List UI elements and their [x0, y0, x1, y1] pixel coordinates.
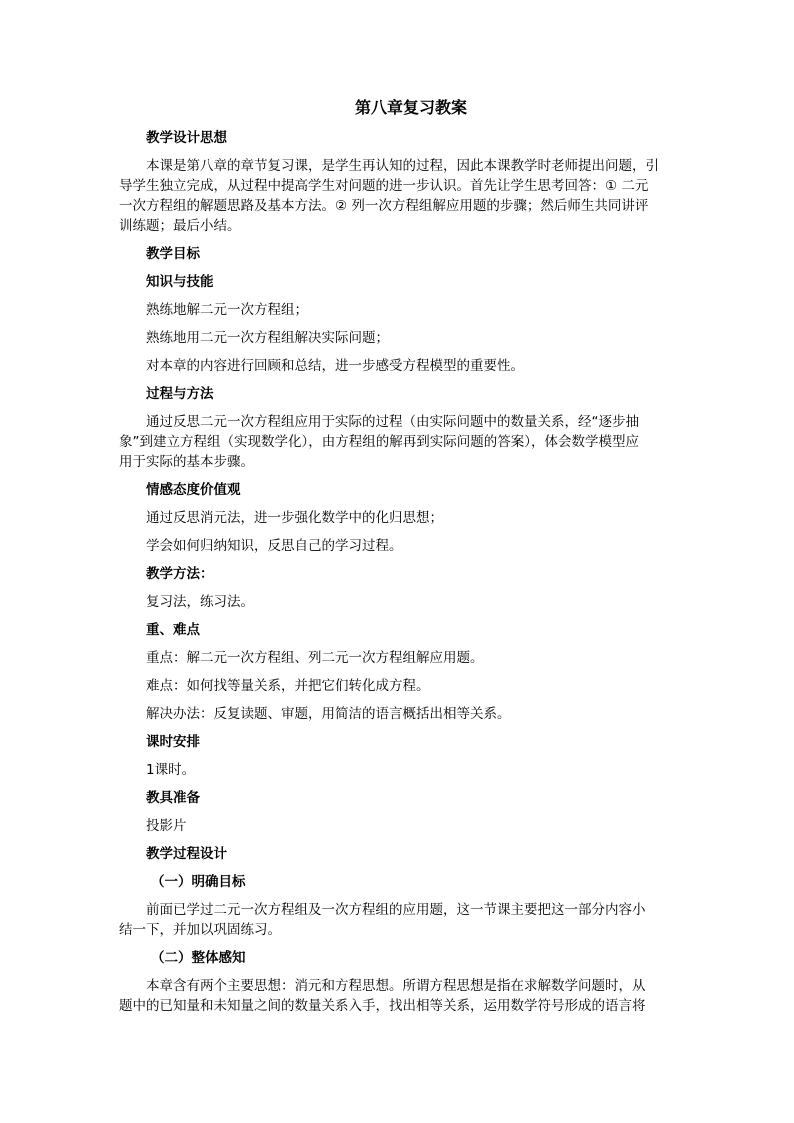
paragraph-line: 用于实际的基本步骤。: [119, 454, 254, 470]
paragraph-line: 一次方程组的解题思路及基本方法。② 列一次方程组解应用题的步骤；然后师生共同讲评: [119, 198, 649, 214]
heading-attitude: 情感态度价值观: [146, 482, 241, 498]
paragraph-line: 题中的已知量和未知量之间的数量关系入手，找出相等关系，运用数学符号形成的语言将: [119, 998, 646, 1014]
heading-schedule: 课时安排: [146, 734, 200, 750]
heading-tools: 教具准备: [146, 790, 200, 806]
paragraph-line: 本章含有两个主要思想：消元和方程思想。所谓方程思想是指在求解数学问题时，从: [146, 978, 646, 994]
method-text: 复习法，练习法。: [146, 594, 254, 610]
heading-step-1: （一）明确目标: [151, 874, 246, 890]
knowledge-item: 熟练地解二元一次方程组；: [146, 302, 308, 318]
paragraph-step-1: [119, 900, 676, 940]
attitude-item: 学会如何归纳知识，反思自己的学习过程。: [146, 538, 403, 554]
heading-step-2: （二）整体感知: [151, 950, 246, 966]
heading-goals: 教学目标: [146, 246, 200, 262]
keypoint-item: 解决办法：反复读题、审题，用简洁的语言概括出相等关系。: [146, 706, 511, 722]
document-page: [119, 96, 676, 1024]
heading-design-idea: 教学设计思想: [146, 130, 227, 146]
paragraph-line: 象”到建立方程组（实现数学化），由方程组的解再到实际问题的答案），体会数学模型应: [119, 434, 639, 450]
paragraph-process: [119, 412, 676, 472]
heading-method: 教学方法：: [146, 566, 214, 582]
paragraph-step-2: [119, 976, 676, 1016]
paragraph-line: 导学生独立完成，从过程中提高学生对问题的进一步认识。首先让学生思考回答：① 二元: [119, 178, 649, 194]
paragraph-line: 训练题；最后小结。: [119, 218, 241, 234]
heading-procedure: 教学过程设计: [146, 846, 227, 862]
paragraph-design-idea: [119, 156, 676, 236]
keypoint-item: 难点：如何找等量关系，并把它们转化成方程。: [146, 678, 430, 694]
tools-text: 投影片: [146, 818, 187, 834]
heading-keypoints: 重、难点: [146, 622, 200, 638]
keypoint-item: 重点：解二元一次方程组、列二元一次方程组解应用题。: [146, 650, 484, 666]
heading-knowledge: 知识与技能: [146, 274, 214, 290]
heading-process: 过程与方法: [146, 386, 214, 402]
schedule-text: 1课时。: [146, 762, 196, 778]
paragraph-line: 本课是第八章的章节复习课，是学生再认知的过程，因此本课教学时老师提出问题，引: [146, 158, 659, 174]
paragraph-line: 前面已学过二元一次方程组及一次方程组的应用题，这一节课主要把这一部分内容小: [146, 902, 646, 918]
knowledge-item: 对本章的内容进行回顾和总结，进一步感受方程模型的重要性。: [146, 358, 524, 374]
attitude-item: 通过反思消元法，进一步强化数学中的化归思想；: [146, 510, 443, 526]
paragraph-line: 结一下，并加以巩固练习。: [119, 922, 281, 938]
document-title: 第八章复习教案: [354, 98, 467, 117]
paragraph-line: 通过反思二元一次方程组应用于实际的过程（由实际问题中的数量关系，经“逐步抽: [146, 414, 639, 430]
knowledge-item: 熟练地用二元一次方程组解决实际问题；: [146, 330, 389, 346]
